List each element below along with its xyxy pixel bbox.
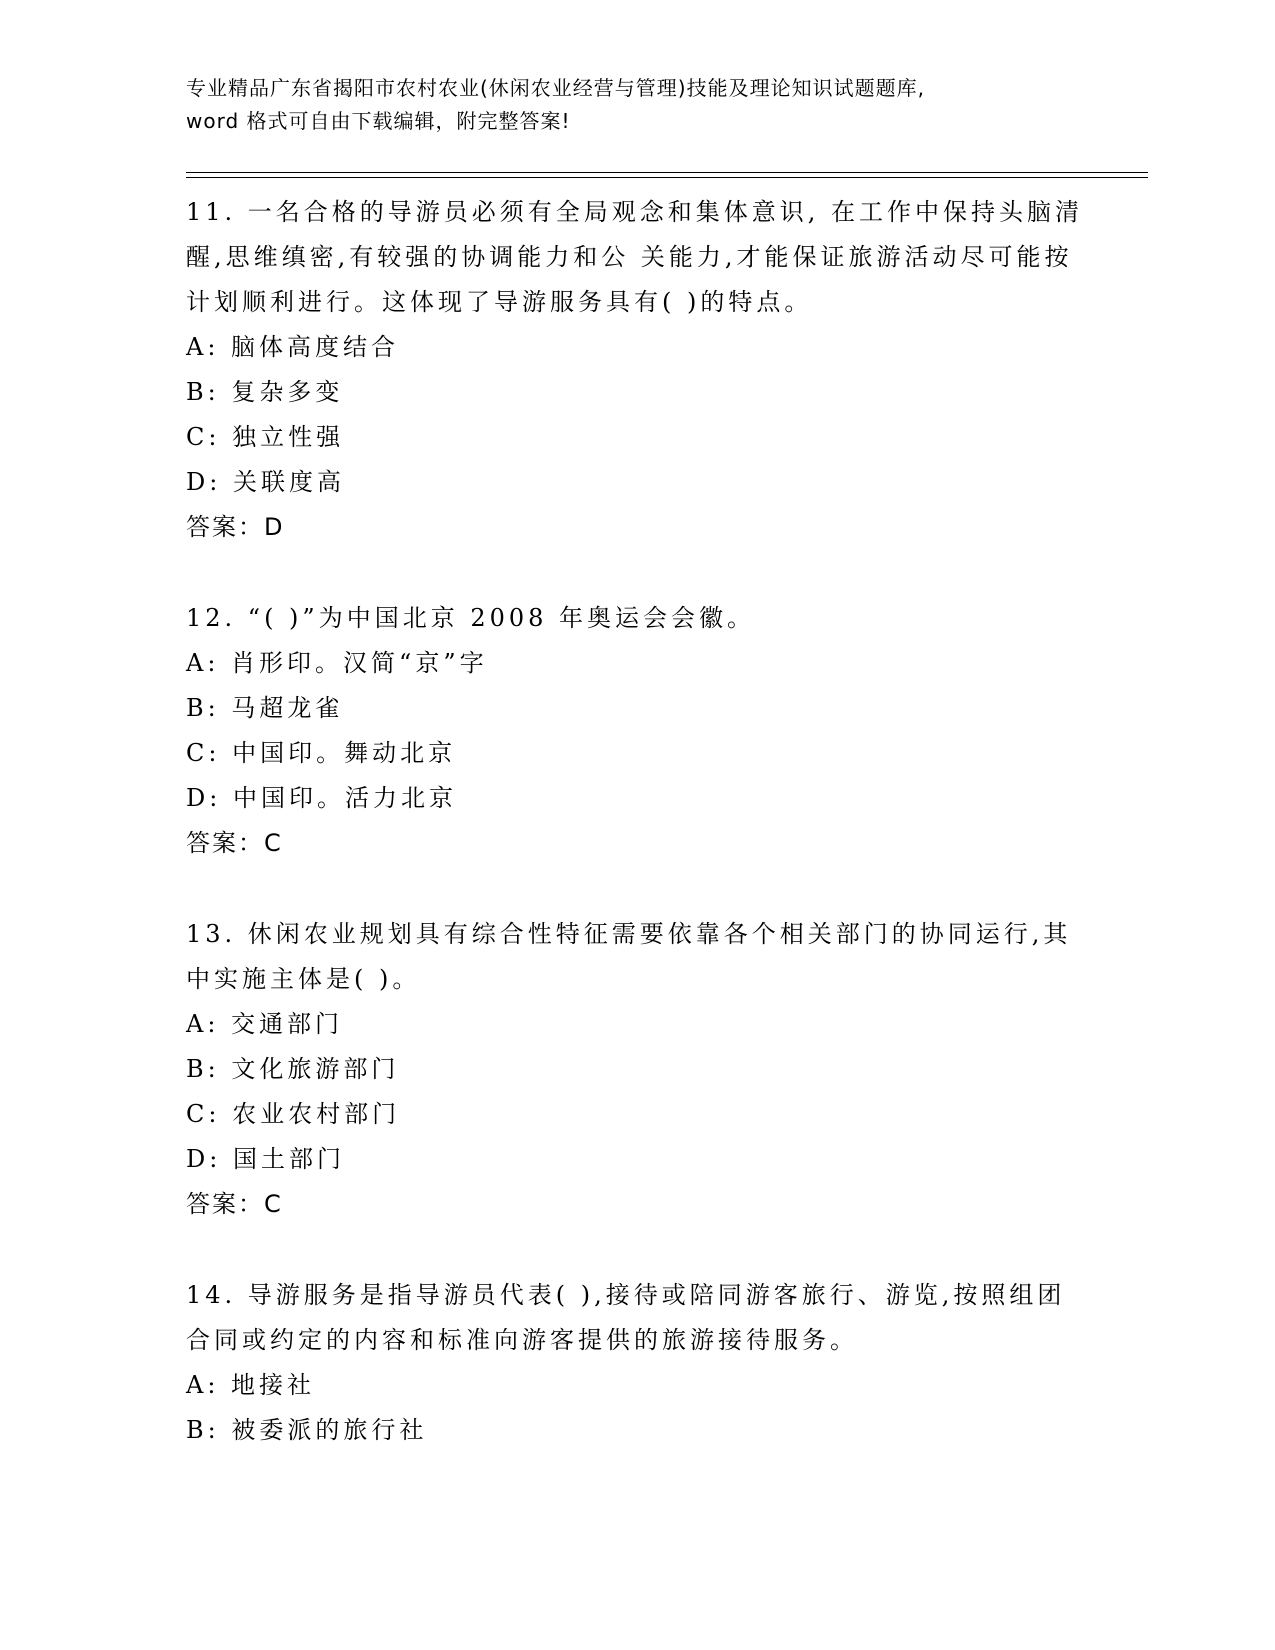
option-c: C: 独立性强 xyxy=(186,423,345,451)
answer: 答案：D xyxy=(186,513,285,541)
option-a: A: 肖形印。汉简“京”字 xyxy=(186,649,488,677)
option-a: A: 交通部门 xyxy=(186,1010,344,1038)
document-header xyxy=(186,72,1086,138)
question-stem: 12. “( )”为中国北京 2008 年奥运会会徽。 xyxy=(186,604,756,632)
question-14 xyxy=(186,1273,1086,1453)
option-d: D: 中国印。活力北京 xyxy=(186,784,457,812)
question-12 xyxy=(186,596,1086,866)
question-13 xyxy=(186,912,1086,1227)
question-stem: 13. 休闲农业规划具有综合性特征需要依靠各个相关部门的协同运行,其中实施主体是( )。 xyxy=(186,920,1072,993)
header-rule-top xyxy=(186,172,1148,173)
question-11 xyxy=(186,190,1086,550)
option-c: C: 中国印。舞动北京 xyxy=(186,739,457,767)
option-b: B: 文化旅游部门 xyxy=(186,1055,400,1083)
option-b: B: 被委派的旅行社 xyxy=(186,1416,428,1444)
answer: 答案：C xyxy=(186,829,283,857)
header-rule-bottom xyxy=(186,177,1148,178)
question-stem: 14. 导游服务是指导游员代表( ),接待或陪同游客旅行、游览,按照组团合同或约定的内容和标准向游客提供的旅游接待服务。 xyxy=(186,1281,1066,1354)
option-a: A: 地接社 xyxy=(186,1371,316,1399)
header-line-2: word 格式可自由下载编辑，附完整答案! xyxy=(186,109,571,133)
header-line-1: 专业精品广东省揭阳市农村农业(休闲农业经营与管理)技能及理论知识试题题库, xyxy=(186,76,925,100)
question-list xyxy=(186,190,1086,1499)
question-stem: 11. 一名合格的导游员必须有全局观念和集体意识, 在工作中保持头脑清醒,思维缜密,有较强的协调能力和公 关能力,才能保证旅游活动尽可能按计划顺利进行。这体现了导游服务具有( )的特点。 xyxy=(186,198,1084,316)
option-d: D: 国土部门 xyxy=(186,1145,345,1173)
answer: 答案：C xyxy=(186,1190,283,1218)
option-d: D: 关联度高 xyxy=(186,468,345,496)
option-a: A: 脑体高度结合 xyxy=(186,333,400,361)
option-b: B: 马超龙雀 xyxy=(186,694,344,722)
option-c: C: 农业农村部门 xyxy=(186,1100,401,1128)
option-b: B: 复杂多变 xyxy=(186,378,344,406)
